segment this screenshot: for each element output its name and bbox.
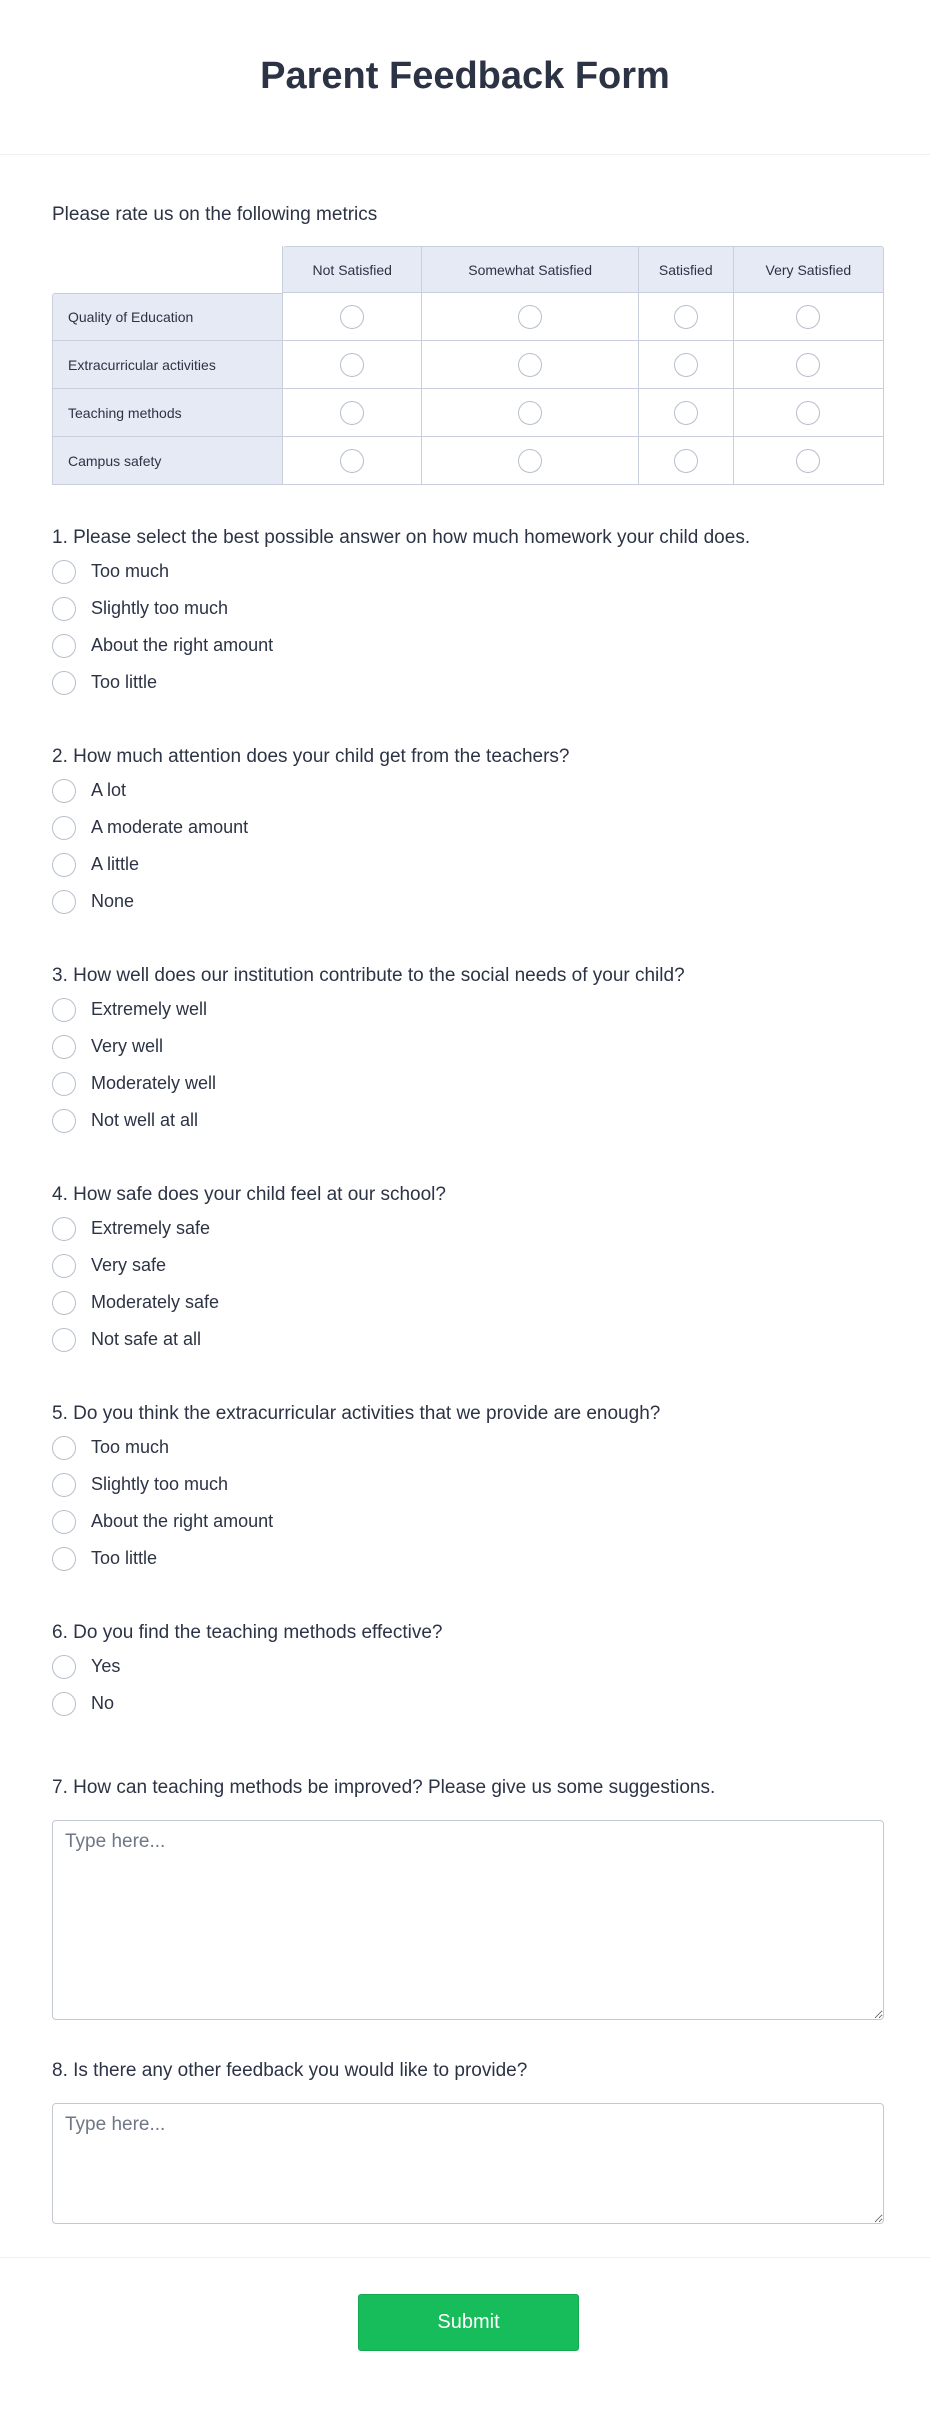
radio-option[interactable]: [52, 883, 884, 920]
rating-matrix: [52, 246, 884, 485]
matrix-radio[interactable]: [674, 449, 698, 473]
radio-option-label: Moderately well: [91, 1073, 217, 1093]
radio-option[interactable]: [52, 664, 884, 701]
matrix-radio[interactable]: [796, 353, 820, 377]
radio-option-label: Slightly too much: [91, 598, 229, 618]
radio-option-label: Too little: [91, 1548, 158, 1568]
radio-button[interactable]: [52, 634, 76, 658]
radio-option-label: Very well: [91, 1036, 164, 1056]
question-3: [52, 961, 884, 1139]
radio-option[interactable]: [52, 1648, 884, 1685]
matrix-row: [52, 437, 884, 485]
matrix-row-label: Teaching methods: [52, 389, 283, 437]
radio-option[interactable]: [52, 1466, 884, 1503]
matrix-cell: [639, 437, 734, 485]
radio-option[interactable]: [52, 1321, 884, 1358]
matrix-corner: [52, 246, 283, 293]
matrix-cell: [734, 437, 884, 485]
matrix-radio[interactable]: [340, 353, 364, 377]
feedback-textarea[interactable]: [52, 2103, 884, 2224]
matrix-column-header: Not Satisfied: [283, 246, 422, 293]
textarea-placeholder: Type here...: [65, 2114, 166, 2135]
question-label: 6. Do you find the teaching methods effective?: [52, 1622, 443, 1643]
radio-button[interactable]: [52, 853, 76, 877]
matrix-radio[interactable]: [518, 449, 542, 473]
matrix-row-label: Campus safety: [52, 437, 283, 485]
matrix-radio[interactable]: [340, 305, 364, 329]
radio-option[interactable]: [52, 1028, 884, 1065]
radio-option-label: Too much: [91, 1437, 170, 1457]
matrix-radio[interactable]: [796, 305, 820, 329]
question-4: [52, 1180, 884, 1358]
question-label: 3. How well does our institution contribute to the social needs of your child?: [52, 965, 685, 986]
radio-button[interactable]: [52, 890, 76, 914]
radio-option-label: No: [91, 1693, 115, 1713]
matrix-radio[interactable]: [518, 305, 542, 329]
radio-button[interactable]: [52, 816, 76, 840]
radio-option-label: Not well at all: [91, 1110, 199, 1130]
textarea-wrapper: [52, 2103, 884, 2224]
radio-option[interactable]: [52, 991, 884, 1028]
matrix-radio[interactable]: [674, 401, 698, 425]
matrix-radio[interactable]: [674, 305, 698, 329]
matrix-radio[interactable]: [796, 401, 820, 425]
radio-option[interactable]: [52, 1540, 884, 1577]
radio-option-label: None: [91, 891, 135, 911]
radio-option-label: Too much: [91, 561, 170, 581]
question-5: [52, 1399, 884, 1577]
radio-option[interactable]: [52, 1065, 884, 1102]
radio-button[interactable]: [52, 1473, 76, 1497]
textarea-wrapper: [52, 1820, 884, 2020]
question-label: 1. Please select the best possible answer on how much homework your child does.: [52, 527, 751, 548]
matrix-cell: [283, 341, 422, 389]
textarea-placeholder: Type here...: [65, 1831, 166, 1852]
question-8: [52, 2056, 884, 2224]
matrix-radio[interactable]: [340, 401, 364, 425]
radio-option[interactable]: [52, 1210, 884, 1247]
question-6: [52, 1618, 884, 1722]
matrix-cell: [734, 389, 884, 437]
matrix-radio[interactable]: [674, 353, 698, 377]
matrix-row-label: Quality of Education: [52, 293, 283, 341]
radio-button[interactable]: [52, 1035, 76, 1059]
matrix-cell: [283, 293, 422, 341]
radio-option[interactable]: [52, 1284, 884, 1321]
feedback-textarea[interactable]: [52, 1820, 884, 2020]
radio-button[interactable]: [52, 1692, 76, 1716]
radio-option[interactable]: [52, 846, 884, 883]
form-title: Parent Feedback Form: [260, 54, 670, 97]
matrix-cell: [639, 389, 734, 437]
matrix-column-header: Satisfied: [639, 246, 734, 293]
question-label: 7. How can teaching methods be improved? Please give us some suggestions.: [52, 1777, 716, 1798]
radio-option[interactable]: [52, 1685, 884, 1722]
radio-option-label: About the right amount: [91, 635, 274, 655]
radio-button[interactable]: [52, 1547, 76, 1571]
form-header: [0, 0, 930, 155]
radio-button[interactable]: [52, 597, 76, 621]
radio-option-label: Very safe: [91, 1255, 167, 1275]
radio-option-label: About the right amount: [91, 1511, 274, 1531]
radio-button[interactable]: [52, 1072, 76, 1096]
matrix-cell: [283, 389, 422, 437]
matrix-label: Please rate us on the following metrics: [52, 204, 378, 225]
radio-option[interactable]: [52, 1429, 884, 1466]
radio-option[interactable]: [52, 1503, 884, 1540]
radio-button[interactable]: [52, 1510, 76, 1534]
radio-option-label: Too little: [91, 672, 158, 692]
radio-button[interactable]: [52, 1217, 76, 1241]
matrix-row: [52, 341, 884, 389]
matrix-cell: [639, 341, 734, 389]
matrix-cell: [734, 341, 884, 389]
radio-option[interactable]: [52, 809, 884, 846]
radio-option[interactable]: [52, 1247, 884, 1284]
radio-button[interactable]: [52, 1436, 76, 1460]
question-1: [52, 523, 884, 701]
matrix-cell: [422, 437, 638, 485]
matrix-cell: [283, 437, 422, 485]
radio-option-label: A lot: [91, 780, 127, 800]
radio-option-label: Extremely safe: [91, 1218, 211, 1238]
matrix-radio[interactable]: [518, 353, 542, 377]
matrix-cell: [639, 293, 734, 341]
matrix-radio[interactable]: [518, 401, 542, 425]
question-label: 4. How safe does your child feel at our school?: [52, 1184, 446, 1205]
matrix-radio[interactable]: [340, 449, 364, 473]
question-label: 5. Do you think the extracurricular activities that we provide are enough?: [52, 1403, 661, 1424]
matrix-radio[interactable]: [796, 449, 820, 473]
radio-button[interactable]: [52, 671, 76, 695]
radio-option-label: Slightly too much: [91, 1474, 229, 1494]
matrix-row-label: Extracurricular activities: [52, 341, 283, 389]
radio-button[interactable]: [52, 779, 76, 803]
radio-option-label: Yes: [91, 1656, 121, 1676]
matrix-cell: [422, 341, 638, 389]
submit-button[interactable]: Submit: [358, 2294, 579, 2351]
matrix-column-header: Somewhat Satisfied: [422, 246, 638, 293]
matrix-cell: [422, 293, 638, 341]
matrix-row: [52, 293, 884, 341]
radio-option[interactable]: [52, 553, 884, 590]
radio-option[interactable]: [52, 1102, 884, 1139]
matrix-column-header: Very Satisfied: [734, 246, 884, 293]
question-label: 8. Is there any other feedback you would like to provide?: [52, 2060, 528, 2081]
radio-option-label: A little: [91, 854, 140, 874]
radio-button[interactable]: [52, 998, 76, 1022]
radio-button[interactable]: [52, 1655, 76, 1679]
radio-option[interactable]: [52, 627, 884, 664]
question-7: [52, 1773, 884, 2020]
question-label: 2. How much attention does your child get from the teachers?: [52, 746, 570, 767]
matrix-row: [52, 389, 884, 437]
radio-option-label: A moderate amount: [91, 817, 249, 837]
radio-option-label: Moderately safe: [91, 1292, 220, 1312]
radio-button[interactable]: [52, 1254, 76, 1278]
form-body: [0, 203, 930, 2224]
radio-option[interactable]: [52, 772, 884, 809]
radio-button[interactable]: [52, 1328, 76, 1352]
radio-option-label: Not safe at all: [91, 1329, 202, 1349]
matrix-cell: [422, 389, 638, 437]
question-2: [52, 742, 884, 920]
radio-option[interactable]: [52, 590, 884, 627]
radio-button[interactable]: [52, 560, 76, 584]
matrix-cell: [734, 293, 884, 341]
radio-option-label: Extremely well: [91, 999, 208, 1019]
radio-button[interactable]: [52, 1109, 76, 1133]
radio-button[interactable]: [52, 1291, 76, 1315]
form-footer: [0, 2257, 930, 2410]
